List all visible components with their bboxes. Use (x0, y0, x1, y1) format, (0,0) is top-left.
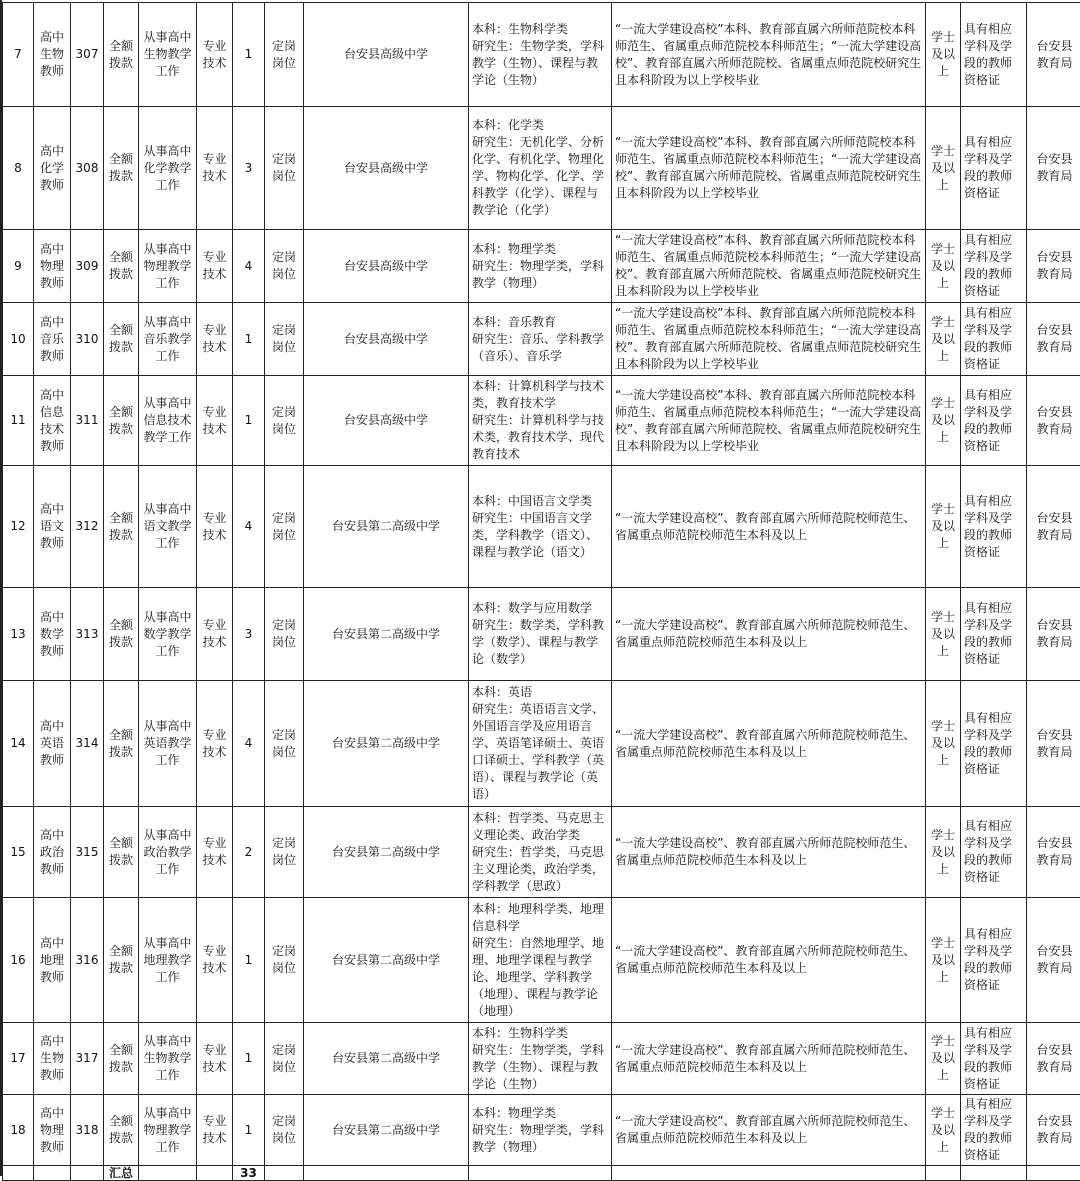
certificate-requirement: 具有相应学科及学段的教师资格证 (961, 466, 1027, 588)
major-requirement: 本科：地理科学类、地理信息科学 研究生：自然地理学、地理、地理学课程与教学论、地理学、学科教学（地理）、课程与教学论（地理） (469, 898, 612, 1023)
table-row (3, 898, 1080, 1023)
post-code: 314 (71, 681, 104, 807)
post-type: 定岗 岗位 (265, 107, 304, 230)
school-requirement: “一流大学建设高校”本科、教育部直属六所师范院校本科师范生、省属重点师范院校本科师范生；“一流大学建设高校”、教育部直属六所师范院校、省属重点师范院校研究生且本科阶段为以上学校毕业 (612, 303, 926, 376)
summary-blank (265, 1166, 304, 1181)
job-duty: 从事高中 物理教学 工作 (139, 230, 197, 303)
post-name: 高中 化学 教师 (34, 107, 71, 230)
row-number: 13 (3, 588, 34, 681)
funding-type: 全额 拨款 (104, 898, 139, 1023)
school-requirement: “一流大学建设高校”本科、教育部直属六所师范院校本科师范生、省属重点师范院校本科师范生；“一流大学建设高校”、教育部直属六所师范院校、省属重点师范院校研究生且本科阶段为以上学校毕业 (612, 3, 926, 107)
hire-count: 4 (233, 230, 265, 303)
employer-unit: 台安县第二高级中学 (304, 807, 469, 898)
certificate-requirement: 具有相应学科及学段的教师资格证 (961, 3, 1027, 107)
table-row (3, 303, 1080, 376)
post-category: 专业 技术 (197, 1095, 233, 1166)
post-name: 高中 英语 教师 (34, 681, 71, 807)
school-requirement: “一流大学建设高校”、教育部直属六所师范院校师范生、省属重点师范院校师范生本科及以上 (612, 1095, 926, 1166)
post-name: 高中 数学 教师 (34, 588, 71, 681)
major-requirement: 本科：数学与应用数学 研究生：数学类，学科教学（数学）、课程与教学论（数学） (469, 588, 612, 681)
summary-label: 汇总 (104, 1166, 139, 1181)
post-code: 309 (71, 230, 104, 303)
school-requirement: “一流大学建设高校”、教育部直属六所师范院校师范生、省属重点师范院校师范生本科及以上 (612, 466, 926, 588)
row-number: 12 (3, 466, 34, 588)
table-row (3, 1095, 1080, 1166)
table-row (3, 107, 1080, 230)
job-duty: 从事高中 地理教学 工作 (139, 898, 197, 1023)
department: 台安县 教育局 (1027, 376, 1080, 466)
department: 台安县 教育局 (1027, 898, 1080, 1023)
major-requirement: 本科：计算机科学与技术类，教育技术学 研究生：计算机科学与技术类，教育技术学、现代教育技术 (469, 376, 612, 466)
employer-unit: 台安县第二高级中学 (304, 466, 469, 588)
post-name: 高中 物理 教师 (34, 230, 71, 303)
post-type: 定岗 岗位 (265, 230, 304, 303)
post-type: 定岗 岗位 (265, 681, 304, 807)
degree-requirement: 学士 及以 上 (926, 807, 961, 898)
degree-requirement: 学士 及以 上 (926, 1023, 961, 1095)
school-requirement: “一流大学建设高校”、教育部直属六所师范院校师范生、省属重点师范院校师范生本科及以上 (612, 807, 926, 898)
funding-type: 全额 拨款 (104, 807, 139, 898)
school-requirement: “一流大学建设高校”、教育部直属六所师范院校师范生、省属重点师范院校师范生本科及以上 (612, 898, 926, 1023)
employer-unit: 台安县第二高级中学 (304, 898, 469, 1023)
school-requirement: “一流大学建设高校”本科、教育部直属六所师范院校本科师范生、省属重点师范院校本科师范生；“一流大学建设高校”、教育部直属六所师范院校、省属重点师范院校研究生且本科阶段为以上学校毕业 (612, 376, 926, 466)
certificate-requirement: 具有相应学科及学段的教师资格证 (961, 681, 1027, 807)
funding-type: 全额 拨款 (104, 1023, 139, 1095)
post-code: 317 (71, 1023, 104, 1095)
major-requirement: 本科：物理学类 研究生：物理学类，学科教学（物理） (469, 1095, 612, 1166)
post-name: 高中 音乐 教师 (34, 303, 71, 376)
hire-count: 3 (233, 588, 265, 681)
summary-blank (469, 1166, 612, 1181)
post-category: 专业 技术 (197, 376, 233, 466)
post-code: 311 (71, 376, 104, 466)
department: 台安县 教育局 (1027, 303, 1080, 376)
post-code: 313 (71, 588, 104, 681)
row-number: 16 (3, 898, 34, 1023)
degree-requirement: 学士 及以 上 (926, 1095, 961, 1166)
school-requirement: “一流大学建设高校”、教育部直属六所师范院校师范生、省属重点师范院校师范生本科及以上 (612, 1023, 926, 1095)
table-row (3, 466, 1080, 588)
major-requirement: 本科：化学类 研究生：无机化学、分析化学、有机化学、物理化学、物构化学、化学、学科教学（化学）、课程与教学论（化学） (469, 107, 612, 230)
funding-type: 全额 拨款 (104, 303, 139, 376)
certificate-requirement: 具有相应学科及学段的教师资格证 (961, 303, 1027, 376)
funding-type: 全额 拨款 (104, 230, 139, 303)
hire-count: 1 (233, 1023, 265, 1095)
post-category: 专业 技术 (197, 588, 233, 681)
post-type: 定岗 岗位 (265, 1023, 304, 1095)
post-category: 专业 技术 (197, 681, 233, 807)
certificate-requirement: 具有相应学科及学段的教师资格证 (961, 230, 1027, 303)
department: 台安县 教育局 (1027, 3, 1080, 107)
row-number: 17 (3, 1023, 34, 1095)
post-type: 定岗 岗位 (265, 807, 304, 898)
certificate-requirement: 具有相应学科及学段的教师资格证 (961, 588, 1027, 681)
post-name: 高中 政治 教师 (34, 807, 71, 898)
degree-requirement: 学士 及以 上 (926, 107, 961, 230)
job-duty: 从事高中 生物教学 工作 (139, 3, 197, 107)
row-number: 9 (3, 230, 34, 303)
summary-blank (926, 1166, 961, 1181)
degree-requirement: 学士 及以 上 (926, 303, 961, 376)
post-category: 专业 技术 (197, 303, 233, 376)
summary-blank (139, 1166, 197, 1181)
post-type: 定岗 岗位 (265, 303, 304, 376)
hire-count: 3 (233, 107, 265, 230)
hire-count: 4 (233, 466, 265, 588)
post-type: 定岗 岗位 (265, 466, 304, 588)
table-row (3, 588, 1080, 681)
summary-total: 33 (233, 1166, 265, 1181)
job-duty: 从事高中 物理教学 工作 (139, 1095, 197, 1166)
post-name: 高中 生物 教师 (34, 1023, 71, 1095)
funding-type: 全额 拨款 (104, 3, 139, 107)
row-number: 10 (3, 303, 34, 376)
certificate-requirement: 具有相应学科及学段的教师资格证 (961, 1095, 1027, 1166)
table-row (3, 1023, 1080, 1095)
employer-unit: 台安县高级中学 (304, 3, 469, 107)
employer-unit: 台安县第二高级中学 (304, 1023, 469, 1095)
funding-type: 全额 拨款 (104, 588, 139, 681)
table-body (3, 3, 1080, 1181)
hire-count: 4 (233, 681, 265, 807)
certificate-requirement: 具有相应学科及学段的教师资格证 (961, 107, 1027, 230)
employer-unit: 台安县第二高级中学 (304, 681, 469, 807)
post-code: 316 (71, 898, 104, 1023)
department: 台安县 教育局 (1027, 466, 1080, 588)
employer-unit: 台安县第二高级中学 (304, 1095, 469, 1166)
certificate-requirement: 具有相应学科及学段的教师资格证 (961, 376, 1027, 466)
major-requirement: 本科：生物科学类 研究生：生物学类，学科教学（生物）、课程与教学论（生物） (469, 1023, 612, 1095)
row-number: 8 (3, 107, 34, 230)
post-code: 315 (71, 807, 104, 898)
post-category: 专业 技术 (197, 230, 233, 303)
row-number: 7 (3, 3, 34, 107)
school-requirement: “一流大学建设高校”、教育部直属六所师范院校师范生、省属重点师范院校师范生本科及以上 (612, 588, 926, 681)
job-duty: 从事高中 政治教学 工作 (139, 807, 197, 898)
summary-blank (1027, 1166, 1080, 1181)
post-category: 专业 技术 (197, 1023, 233, 1095)
post-category: 专业 技术 (197, 3, 233, 107)
job-duty: 从事高中 数学教学 工作 (139, 588, 197, 681)
row-number: 14 (3, 681, 34, 807)
table-row (3, 3, 1080, 107)
certificate-requirement: 具有相应学科及学段的教师资格证 (961, 1023, 1027, 1095)
degree-requirement: 学士 及以 上 (926, 898, 961, 1023)
major-requirement: 本科：中国语言文学类 研究生：中国语言文学类，学科教学（语文）、课程与教学论（语文） (469, 466, 612, 588)
summary-row (3, 1166, 1080, 1181)
employer-unit: 台安县高级中学 (304, 230, 469, 303)
major-requirement: 本科：生物科学类 研究生：生物学类，学科教学（生物）、课程与教学论（生物） (469, 3, 612, 107)
post-type: 定岗 岗位 (265, 588, 304, 681)
certificate-requirement: 具有相应学科及学段的教师资格证 (961, 807, 1027, 898)
post-category: 专业 技术 (197, 807, 233, 898)
recruitment-table (2, 2, 1080, 1181)
department: 台安县 教育局 (1027, 681, 1080, 807)
hire-count: 1 (233, 898, 265, 1023)
job-duty: 从事高中 英语教学 工作 (139, 681, 197, 807)
degree-requirement: 学士 及以 上 (926, 230, 961, 303)
major-requirement: 本科：英语 研究生：英语语言文学、外国语言学及应用语言学、英语笔译硕士、英语口译硕士、学科教学（英语）、课程与教学论（英语） (469, 681, 612, 807)
post-type: 定岗 岗位 (265, 1095, 304, 1166)
hire-count: 1 (233, 1095, 265, 1166)
job-duty: 从事高中 化学教学 工作 (139, 107, 197, 230)
department: 台安县 教育局 (1027, 230, 1080, 303)
funding-type: 全额 拨款 (104, 376, 139, 466)
post-name: 高中 地理 教师 (34, 898, 71, 1023)
major-requirement: 本科：物理学类 研究生：物理学类，学科教学（物理） (469, 230, 612, 303)
department: 台安县 教育局 (1027, 807, 1080, 898)
employer-unit: 台安县高级中学 (304, 376, 469, 466)
row-number: 11 (3, 376, 34, 466)
post-type: 定岗 岗位 (265, 898, 304, 1023)
post-code: 307 (71, 3, 104, 107)
post-category: 专业 技术 (197, 466, 233, 588)
summary-blank (961, 1166, 1027, 1181)
funding-type: 全额 拨款 (104, 107, 139, 230)
row-number: 15 (3, 807, 34, 898)
row-number: 18 (3, 1095, 34, 1166)
department: 台安县 教育局 (1027, 107, 1080, 230)
summary-blank (612, 1166, 926, 1181)
post-category: 专业 技术 (197, 898, 233, 1023)
degree-requirement: 学士 及以 上 (926, 466, 961, 588)
department: 台安县 教育局 (1027, 588, 1080, 681)
hire-count: 1 (233, 376, 265, 466)
summary-blank (304, 1166, 469, 1181)
degree-requirement: 学士 及以 上 (926, 588, 961, 681)
job-duty: 从事高中 生物教学 工作 (139, 1023, 197, 1095)
job-duty: 从事高中 语文教学 工作 (139, 466, 197, 588)
post-name: 高中 语文 教师 (34, 466, 71, 588)
table-row (3, 230, 1080, 303)
department: 台安县 教育局 (1027, 1095, 1080, 1166)
funding-type: 全额 拨款 (104, 1095, 139, 1166)
post-code: 308 (71, 107, 104, 230)
post-type: 定岗 岗位 (265, 376, 304, 466)
degree-requirement: 学士 及以 上 (926, 376, 961, 466)
major-requirement: 本科：哲学类、马克思主义理论类、政治学类 研究生：哲学类，马克思主义理论类，政治学类，学科教学（思政） (469, 807, 612, 898)
funding-type: 全额 拨款 (104, 466, 139, 588)
hire-count: 1 (233, 3, 265, 107)
funding-type: 全额 拨款 (104, 681, 139, 807)
hire-count: 2 (233, 807, 265, 898)
table-row (3, 807, 1080, 898)
school-requirement: “一流大学建设高校”本科、教育部直属六所师范院校本科师范生、省属重点师范院校本科师范生；“一流大学建设高校”、教育部直属六所师范院校、省属重点师范院校研究生且本科阶段为以上学校毕业 (612, 230, 926, 303)
post-name: 高中 信息 技术 教师 (34, 376, 71, 466)
post-code: 312 (71, 466, 104, 588)
summary-blank (197, 1166, 233, 1181)
table-row (3, 681, 1080, 807)
post-name: 高中 物理 教师 (34, 1095, 71, 1166)
major-requirement: 本科：音乐教育 研究生：音乐、学科教学（音乐）、音乐学 (469, 303, 612, 376)
employer-unit: 台安县高级中学 (304, 107, 469, 230)
employer-unit: 台安县高级中学 (304, 303, 469, 376)
post-name: 高中 生物 教师 (34, 3, 71, 107)
post-code: 318 (71, 1095, 104, 1166)
post-code: 310 (71, 303, 104, 376)
school-requirement: “一流大学建设高校”、教育部直属六所师范院校师范生、省属重点师范院校师范生本科及以上 (612, 681, 926, 807)
job-duty: 从事高中 音乐教学 工作 (139, 303, 197, 376)
degree-requirement: 学士 及以 上 (926, 681, 961, 807)
table-row (3, 376, 1080, 466)
school-requirement: “一流大学建设高校”本科、教育部直属六所师范院校本科师范生、省属重点师范院校本科师范生；“一流大学建设高校”、教育部直属六所师范院校、省属重点师范院校研究生且本科阶段为以上学校毕业 (612, 107, 926, 230)
summary-blank (71, 1166, 104, 1181)
post-type: 定岗 岗位 (265, 3, 304, 107)
job-duty: 从事高中 信息技术 教学工作 (139, 376, 197, 466)
certificate-requirement: 具有相应学科及学段的教师资格证 (961, 898, 1027, 1023)
department: 台安县 教育局 (1027, 1023, 1080, 1095)
summary-blank (34, 1166, 71, 1181)
hire-count: 1 (233, 303, 265, 376)
post-category: 专业 技术 (197, 107, 233, 230)
degree-requirement: 学士 及以 上 (926, 3, 961, 107)
employer-unit: 台安县第二高级中学 (304, 588, 469, 681)
summary-blank (3, 1166, 34, 1181)
